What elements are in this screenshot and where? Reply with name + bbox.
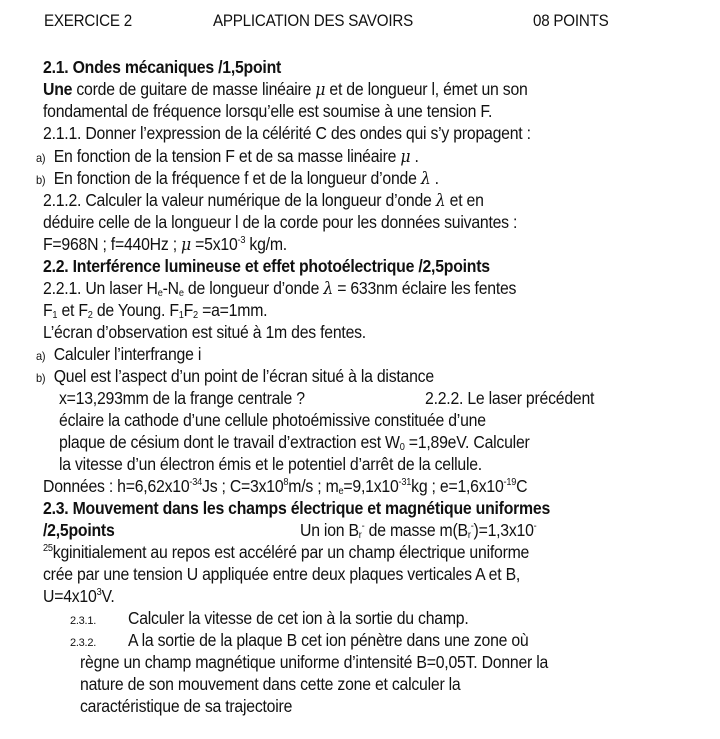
section-2-2-heading: 2.2. Interférence lumineuse et effet photoélectrique /2,5points bbox=[43, 256, 490, 276]
subscript: 1 bbox=[178, 310, 184, 321]
ion-text: de masse m(B bbox=[364, 520, 468, 540]
q221-text: 2.2.1. Un laser H bbox=[43, 278, 158, 298]
question-2-3-2-line3: nature de son mouvement dans cette zone et calculer la bbox=[80, 674, 461, 694]
s23-voltage bbox=[43, 585, 115, 607]
exercise-points: 08 POINTS bbox=[533, 12, 609, 30]
subscript: e bbox=[178, 288, 184, 299]
subscript: e bbox=[157, 288, 163, 299]
slits-text: et bbox=[57, 300, 79, 320]
q222-text: =1,89eV. Calculer bbox=[404, 432, 530, 452]
exercise-number: EXERCICE 2 bbox=[44, 12, 132, 30]
ion-text: )=1,3x10 bbox=[473, 520, 534, 540]
lambda-symbol: λ bbox=[435, 191, 446, 211]
q222-text: plaque de césium dont le travail d’extraction est W bbox=[59, 432, 400, 452]
item-label: b) bbox=[36, 371, 46, 385]
exponent: 8 bbox=[283, 477, 289, 488]
intro-bold: Une bbox=[43, 79, 73, 99]
exponent: 3 bbox=[96, 587, 102, 598]
question-2-2-2-line1: 2.2.2. Le laser précédent bbox=[425, 388, 595, 408]
s22-item-b-line2: x=13,293mm de la frange centrale ? bbox=[59, 388, 305, 408]
slit-f: F bbox=[169, 300, 179, 320]
item-end: . bbox=[430, 168, 439, 188]
exercise-title: APPLICATION DES SAVOIRS bbox=[213, 12, 413, 30]
s22-item-a bbox=[36, 343, 201, 367]
data-f: F=968N ; f=440Hz ; bbox=[43, 234, 182, 254]
subscript: 2 bbox=[87, 310, 93, 321]
superscript: - bbox=[361, 521, 365, 532]
question-2-3-1-number: 2.3.1. bbox=[70, 615, 97, 627]
question-2-3-2-line1: A la sortie de la plaque B cet ion pénètre dans une zone où bbox=[128, 630, 529, 650]
slit-f: F bbox=[43, 300, 53, 320]
item-label: a) bbox=[36, 349, 46, 363]
subscript: 1 bbox=[52, 310, 58, 321]
item-label: a) bbox=[36, 151, 46, 165]
mu-symbol: μ bbox=[400, 147, 411, 167]
item-label: b) bbox=[36, 173, 46, 187]
q212-text: 2.1.2. Calculer la valeur numérique de la longueur d’onde bbox=[43, 190, 436, 210]
intro-text-end: et de longueur l, émet un son bbox=[325, 79, 528, 99]
item-text: En fonction de la tension F et de sa masse linéaire bbox=[53, 146, 401, 166]
subscript: 0 bbox=[399, 442, 405, 453]
slits-text: =a=1mm. bbox=[197, 300, 268, 320]
subscript: e bbox=[338, 486, 344, 497]
section-2-1-heading: 2.1. Ondes mécaniques /1,5point bbox=[43, 57, 282, 77]
question-2-2-2-line3 bbox=[59, 431, 530, 453]
item-text: Quel est l’aspect d’un point de l’écran situé à la distance bbox=[53, 366, 434, 386]
s21-intro-line1 bbox=[43, 78, 528, 101]
const-text: Données : h=6,62x10 bbox=[43, 476, 190, 496]
s22-item-b bbox=[36, 365, 434, 389]
s21-item-b bbox=[36, 167, 439, 191]
exponent: - bbox=[533, 521, 537, 532]
q221-text: de longueur d’onde bbox=[183, 278, 324, 298]
exponent: 25 bbox=[43, 543, 53, 554]
slit-f: F bbox=[78, 300, 88, 320]
slits-text: de Young. bbox=[92, 300, 170, 320]
question-2-1-2-line1 bbox=[43, 189, 484, 212]
lambda-symbol: λ bbox=[420, 169, 431, 189]
subscript: r bbox=[358, 530, 362, 541]
intro-text: corde de guitare de masse linéaire bbox=[72, 79, 316, 99]
exponent: -19 bbox=[503, 477, 517, 488]
subscript: r bbox=[467, 530, 471, 541]
const-text: kg ; e=1,6x10 bbox=[411, 476, 504, 496]
exponent: -3 bbox=[237, 235, 246, 246]
const-text: C bbox=[516, 476, 528, 496]
voltage-text: V. bbox=[101, 586, 115, 606]
question-2-3-2-line4: caractéristique de sa trajectoire bbox=[80, 696, 293, 716]
section-2-3-heading: 2.3. Mouvement dans les champs électrique et magnétique uniformes bbox=[43, 498, 551, 518]
ion-text: Un ion B bbox=[300, 520, 359, 540]
question-2-3-1: Calculer la vitesse de cet ion à la sortie du champ. bbox=[128, 608, 469, 628]
mu-symbol: μ bbox=[181, 235, 191, 255]
ion-description bbox=[300, 519, 537, 541]
item-text: En fonction de la fréquence f et de la longueur d’onde bbox=[53, 168, 421, 188]
subscript: 2 bbox=[193, 310, 198, 321]
q221-text: -N bbox=[162, 278, 179, 298]
q212-text-end: et en bbox=[445, 190, 484, 210]
mu-symbol: μ bbox=[315, 80, 326, 100]
question-2-1-2-line2: déduire celle de la longueur l de la corde pour les données suivantes : bbox=[43, 212, 518, 232]
s23-line2 bbox=[43, 541, 529, 563]
question-2-1-1: 2.1.1. Donner l’expression de la célérité C des ondes qui s’y propagent : bbox=[43, 123, 531, 143]
item-end: . bbox=[410, 146, 419, 166]
exponent: -31 bbox=[398, 477, 412, 488]
question-2-3-2-line2: règne un champ magnétique uniforme d’intensité B=0,05T. Donner la bbox=[80, 652, 549, 672]
question-2-2-1-line2 bbox=[43, 299, 267, 321]
screen-distance: L’écran d’observation est situé à 1m des fentes. bbox=[43, 322, 366, 342]
item-text: Calculer l’interfrange i bbox=[53, 344, 202, 364]
question-2-2-1-line1 bbox=[43, 277, 516, 300]
data-unit: kg/m. bbox=[245, 234, 287, 254]
s21-data-values bbox=[43, 233, 287, 256]
voltage-text: U=4x10 bbox=[43, 586, 97, 606]
slit-f: F bbox=[183, 300, 194, 320]
lambda-symbol: λ bbox=[323, 279, 334, 299]
section-2-3-points: /2,5points bbox=[43, 520, 115, 540]
q221-text: = 633nm éclaire les fentes bbox=[333, 278, 517, 298]
const-text: =9,1x10 bbox=[343, 476, 399, 496]
const-text: m/s ; m bbox=[288, 476, 339, 496]
superscript: - bbox=[470, 521, 474, 532]
const-text: Js ; C=3x10 bbox=[202, 476, 284, 496]
s23-line3: crée par une tension U appliquée entre deux plaques verticales A et B, bbox=[43, 564, 521, 584]
data-mu: =5x10 bbox=[190, 234, 238, 254]
question-2-2-2-line4: la vitesse d’un électron émis et le potentiel d’arrêt de la cellule. bbox=[59, 454, 482, 474]
s22-constants bbox=[43, 475, 527, 497]
exponent: -34 bbox=[189, 477, 203, 488]
question-2-2-2-line2: éclaire la cathode d’une cellule photoémissive constituée d’une bbox=[59, 410, 486, 430]
question-2-3-2-number: 2.3.2. bbox=[70, 637, 97, 649]
s23-text: kginitialement au repos est accéléré par un champ électrique uniforme bbox=[52, 542, 530, 562]
s21-intro-line2: fondamental de fréquence lorsqu’elle est soumise à une tension F. bbox=[43, 101, 493, 121]
s21-item-a bbox=[36, 145, 419, 169]
